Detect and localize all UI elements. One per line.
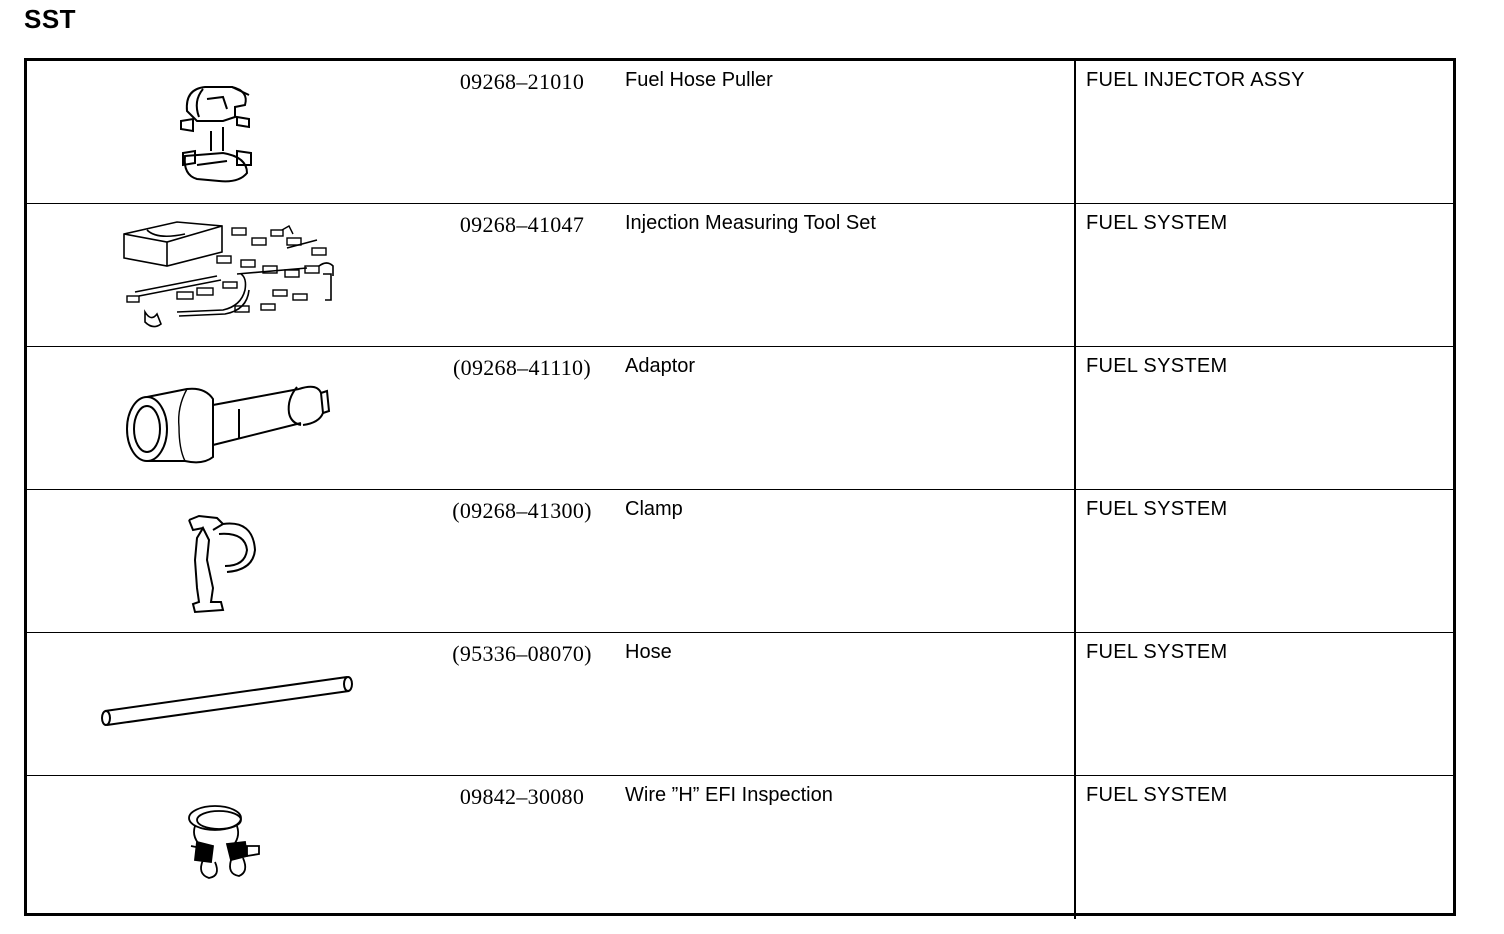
tool-name: Fuel Hose Puller xyxy=(625,69,773,91)
section-name: FUEL SYSTEM xyxy=(1086,784,1228,806)
column-divider xyxy=(1074,490,1076,632)
part-number: 09268–41047 xyxy=(459,212,585,237)
column-divider xyxy=(1074,633,1076,775)
clamp-illustration xyxy=(27,490,437,632)
table-row xyxy=(27,776,1453,919)
part-number: 09842–30080 xyxy=(459,784,585,809)
tool-name: Hose xyxy=(625,641,672,663)
section-name: FUEL SYSTEM xyxy=(1086,355,1228,377)
sst-table xyxy=(24,58,1456,916)
part-number: (09268–41300) xyxy=(452,498,592,523)
section-name: FUEL SYSTEM xyxy=(1086,212,1228,234)
table-row xyxy=(27,61,1453,204)
column-divider xyxy=(1074,347,1076,489)
tool-name: Adaptor xyxy=(625,355,696,377)
section-name: FUEL INJECTOR ASSY xyxy=(1086,69,1305,91)
section-name: FUEL SYSTEM xyxy=(1086,641,1228,663)
table-row xyxy=(27,633,1453,776)
tool-name: Injection Measuring Tool Set xyxy=(625,212,876,234)
tool-name: Clamp xyxy=(625,498,683,520)
section-name: FUEL SYSTEM xyxy=(1086,498,1228,520)
table-row xyxy=(27,204,1453,347)
fuel-hose-puller-illustration xyxy=(27,61,437,203)
adaptor-illustration xyxy=(27,347,437,489)
table-row xyxy=(27,490,1453,633)
wire-h-efi-inspection-illustration xyxy=(27,776,437,919)
column-divider xyxy=(1074,204,1076,346)
column-divider xyxy=(1074,776,1076,919)
injection-measuring-tool-set-illustration xyxy=(27,204,437,346)
hose-illustration xyxy=(27,633,437,775)
part-number: (09268–41110) xyxy=(453,355,591,380)
tool-name: Wire ”H” EFI Inspection xyxy=(625,784,833,806)
part-number: 09268–21010 xyxy=(459,69,585,94)
column-divider xyxy=(1074,61,1076,203)
page-title: SST xyxy=(24,4,77,34)
table-row xyxy=(27,347,1453,490)
part-number: (95336–08070) xyxy=(452,641,592,666)
